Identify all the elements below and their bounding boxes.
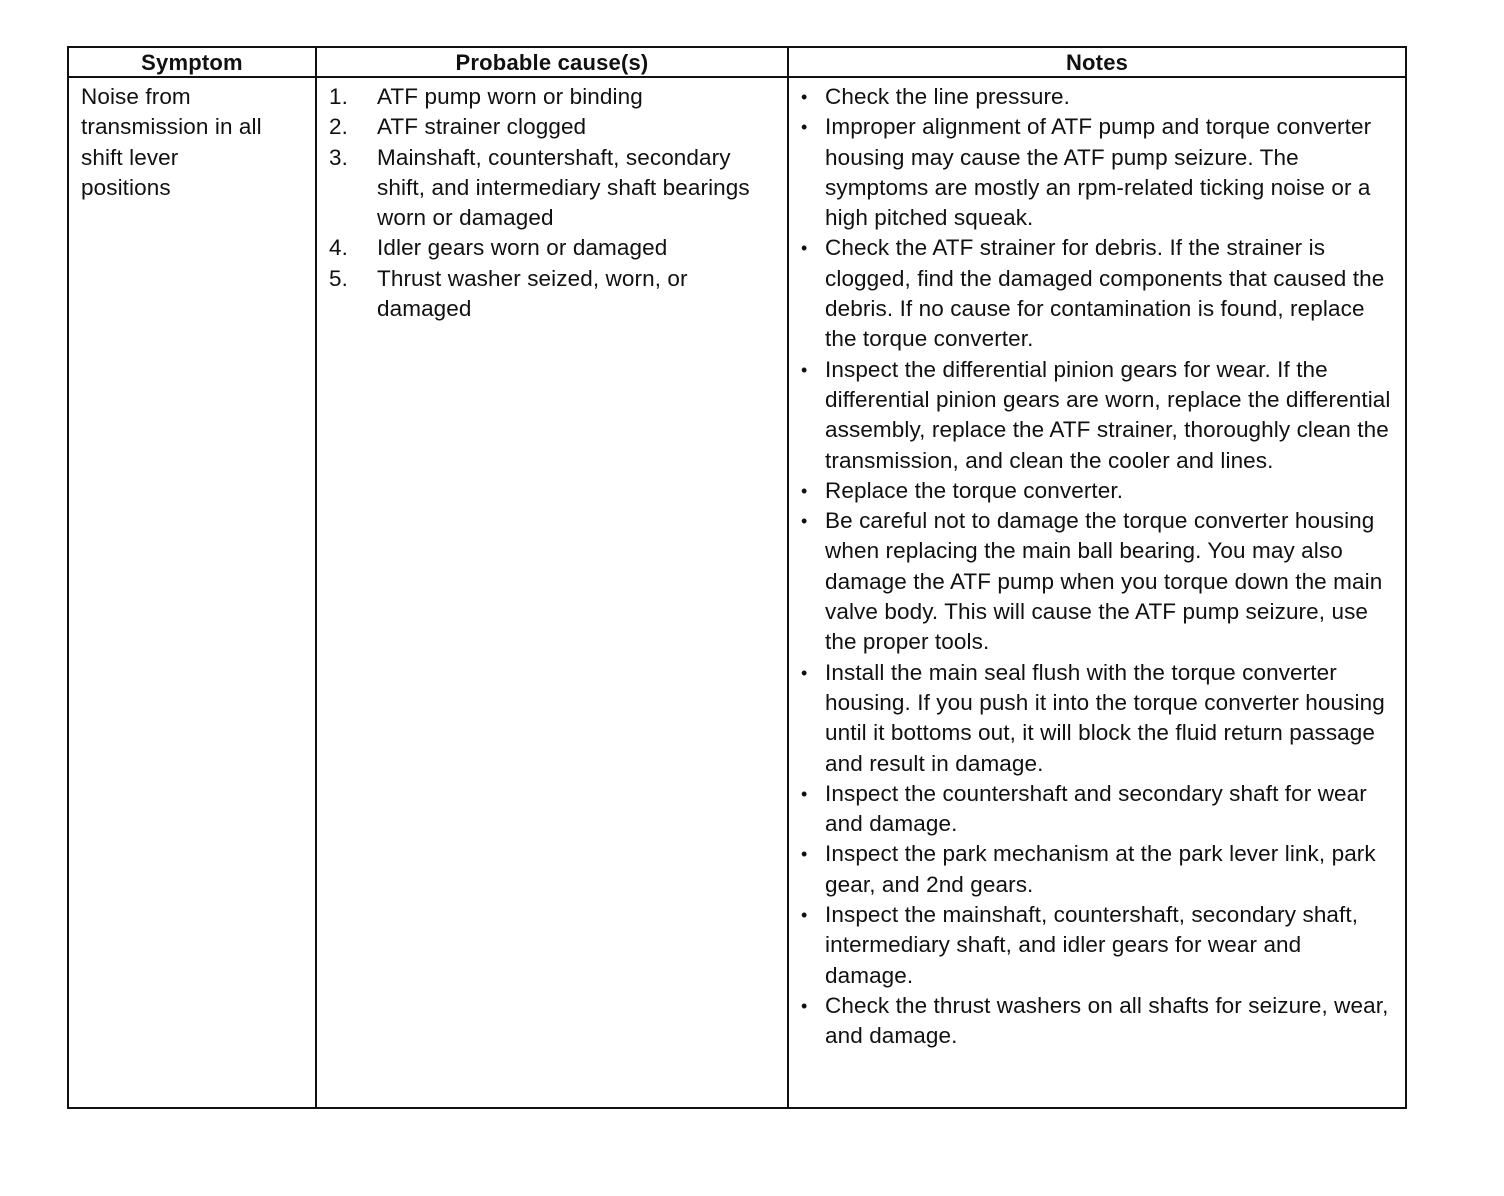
bullet-icon: •	[801, 480, 808, 501]
causes-header: Probable cause(s)	[317, 48, 787, 78]
bullet-icon: •	[801, 662, 808, 683]
bullet-icon: •	[801, 783, 808, 804]
note-item	[801, 839, 1395, 900]
note-text: Be careful not to damage the torque converter housing when replacing the main ball bearing. You may also damage the ATF pump when you torque down the main valve body. This will cause the ATF pump seizure, use the proper tools.	[825, 508, 1383, 655]
bullet-icon: •	[801, 844, 808, 865]
bullet-icon: •	[801, 995, 808, 1016]
cause-number: 1.	[329, 84, 348, 109]
notes-column	[789, 48, 1405, 1107]
cause-number: 3.	[329, 144, 348, 170]
note-item	[801, 658, 1395, 779]
cause-text: Mainshaft, countershaft, secondary shift, and intermediary shaft bearings worn or damaged	[377, 144, 750, 231]
note-text: Install the main seal flush with the torque converter housing. If you push it into the torque converter housing until it bottoms out, it will block the fluid return passage and result in damage.	[825, 659, 1385, 776]
cause-item	[329, 233, 787, 263]
bullet-icon: •	[801, 905, 808, 926]
note-item	[801, 506, 1395, 657]
symptom-header: Symptom	[69, 48, 315, 78]
bullet-icon: •	[801, 117, 808, 138]
note-text: Inspect the park mechanism at the park lever link, park gear, and 2nd gears.	[825, 841, 1376, 897]
causes-column	[317, 48, 789, 1107]
note-text: Inspect the mainshaft, countershaft, secondary shaft, intermediary shaft, and idler gears for wear and damage.	[825, 902, 1359, 988]
cause-item	[329, 143, 787, 234]
cause-text: ATF pump worn or binding	[377, 84, 643, 109]
troubleshooting-table	[67, 46, 1407, 1109]
note-text: Check the ATF strainer for debris. If the strainer is clogged, find the damaged components that caused the debris. If no cause for contamination is found, replace the torque converter.	[825, 235, 1385, 352]
bullet-icon: •	[801, 511, 808, 532]
notes-header: Notes	[789, 48, 1405, 78]
note-item	[801, 476, 1395, 506]
causes-list	[317, 78, 787, 324]
cause-number: 2.	[329, 114, 348, 140]
note-text: Inspect the differential pinion gears for wear. If the differential pinion gears are worn, replace the differential assembly, replace the ATF strainer, thoroughly clean the transmission, and clean the cooler and lines.	[825, 356, 1391, 473]
bullet-icon: •	[801, 359, 808, 380]
cause-item	[329, 264, 787, 325]
note-item	[801, 991, 1395, 1052]
bullet-icon: •	[801, 238, 808, 259]
note-item	[801, 233, 1395, 354]
cause-item	[329, 112, 787, 142]
note-text: Replace the torque converter.	[825, 477, 1124, 503]
symptom-cell: Noise from transmission in all shift lever positions	[81, 84, 262, 200]
note-item	[801, 355, 1395, 476]
note-item	[801, 82, 1395, 112]
cause-item	[329, 82, 787, 112]
note-text: Check the line pressure.	[825, 84, 1071, 109]
note-item	[801, 112, 1395, 233]
note-item	[801, 779, 1395, 840]
cause-text: ATF strainer clogged	[377, 114, 587, 140]
cause-text: Idler gears worn or damaged	[377, 235, 668, 261]
note-text: Improper alignment of ATF pump and torque converter housing may cause the ATF pump seizure. The symptoms are mostly an rpm-related ticking noise or a high pitched squeak.	[825, 114, 1372, 231]
cause-text: Thrust washer seized, worn, or damaged	[377, 265, 688, 322]
bullet-icon: •	[801, 87, 808, 107]
note-text: Inspect the countershaft and secondary shaft for wear and damage.	[825, 780, 1367, 837]
note-text: Check the thrust washers on all shafts for seizure, wear, and damage.	[825, 992, 1389, 1049]
cause-number: 4.	[329, 235, 348, 261]
note-item	[801, 900, 1395, 991]
symptom-column	[69, 48, 317, 1107]
notes-list	[789, 78, 1405, 1052]
cause-number: 5.	[329, 265, 348, 291]
